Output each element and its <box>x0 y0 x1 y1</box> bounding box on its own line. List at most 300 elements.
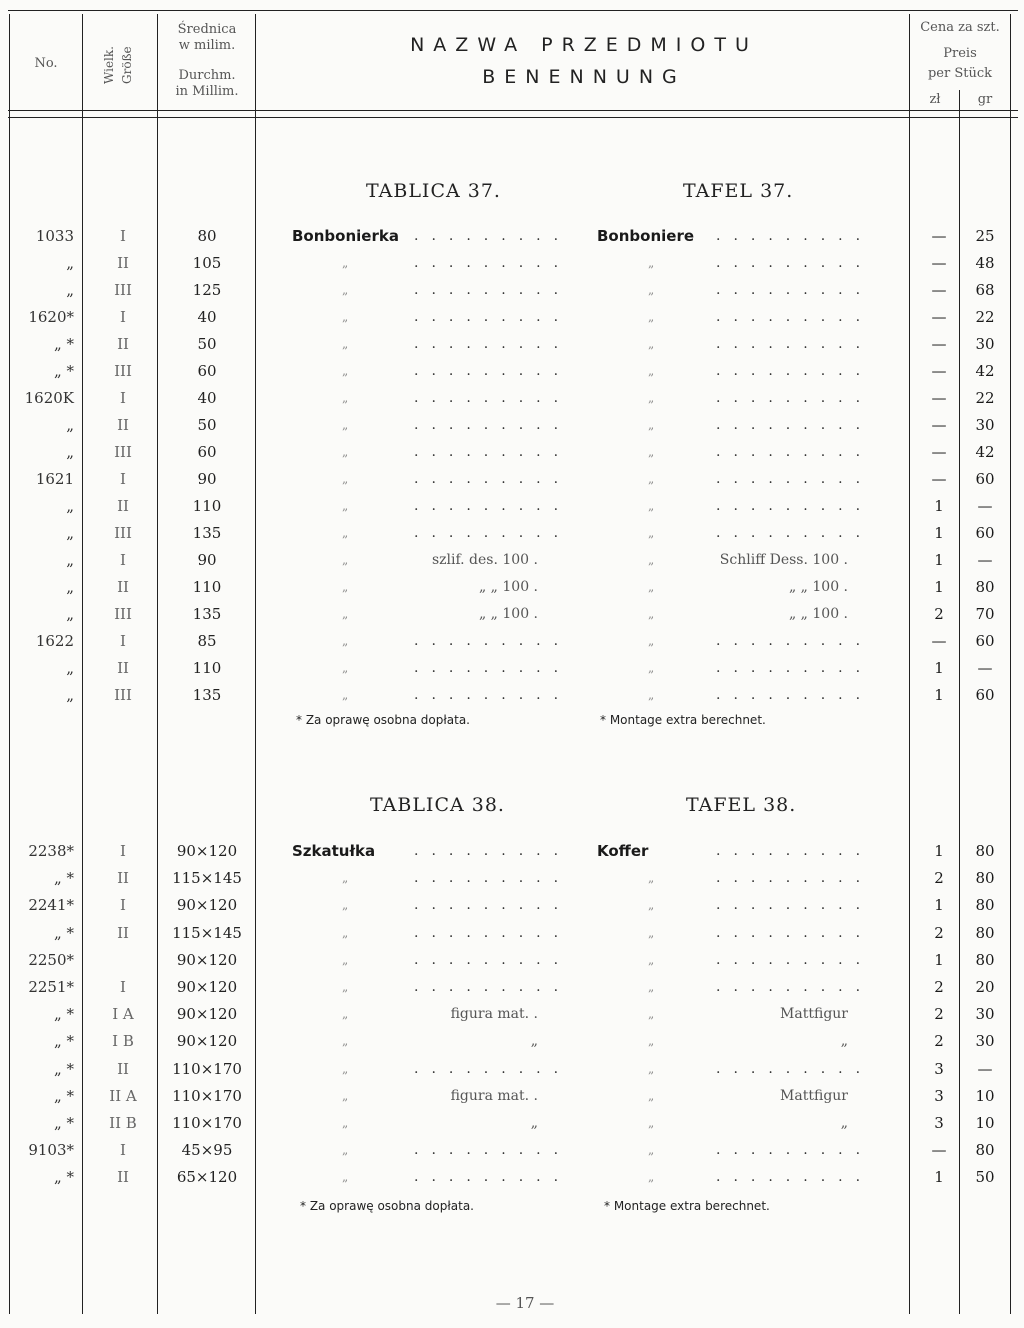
item-variant-de: Mattfigur <box>780 1087 848 1104</box>
item-number: „ <box>66 605 74 623</box>
ditto-mark: „ <box>648 898 655 913</box>
table-row <box>0 415 1024 442</box>
item-diameter: 90 <box>197 551 217 569</box>
ditto-mark: „ <box>342 310 349 324</box>
item-number: „ * <box>53 335 74 353</box>
ditto-mark: „ <box>342 1088 349 1103</box>
price-gr: 80 <box>975 1141 995 1160</box>
item-size: II B <box>109 1114 137 1132</box>
price-zl: — <box>931 632 947 650</box>
ditto-mark: „ <box>342 1061 349 1076</box>
price-zl: 1 <box>934 659 944 677</box>
leader-dots: ......... <box>414 1060 572 1077</box>
leader-dots: ......... <box>716 951 874 968</box>
price-gr: 50 <box>975 1168 995 1187</box>
item-diameter: 40 <box>197 389 217 407</box>
ditto-mark: „ <box>342 898 349 913</box>
item-diameter: 90 <box>197 470 217 488</box>
ditto-mark: „ <box>648 283 655 297</box>
item-size: I <box>120 632 126 650</box>
price-gr: 30 <box>975 335 995 353</box>
price-zl: — <box>931 362 947 380</box>
price-zl: 3 <box>934 1086 944 1105</box>
table-row <box>0 895 1024 922</box>
item-number: „ * <box>53 869 74 888</box>
price-gr: 42 <box>975 362 995 380</box>
item-number: 9103* <box>28 1141 74 1160</box>
ditto-mark: „ <box>648 871 655 886</box>
price-zl: — <box>931 254 947 272</box>
table-row <box>0 334 1024 361</box>
item-diameter: 110×170 <box>172 1059 242 1078</box>
item-name-pl: Szkatułka <box>292 842 376 860</box>
leader-dots: ......... <box>716 417 874 433</box>
item-number: 2250* <box>28 950 74 969</box>
ditto-mark: „ <box>648 634 655 648</box>
ditto-mark: „ <box>648 952 655 967</box>
leader-dots: ......... <box>414 951 572 968</box>
header-diam-de-2: in Millim. <box>175 84 239 99</box>
price-gr: 10 <box>975 1086 995 1105</box>
ditto-mark: „ <box>342 553 349 567</box>
leader-dots: ......... <box>716 228 874 244</box>
leader-dots: ......... <box>414 924 572 941</box>
ditto-mark: „ <box>648 391 655 405</box>
table-row <box>0 253 1024 280</box>
leader-dots: ......... <box>716 870 874 887</box>
ditto-mark: „ <box>342 634 349 648</box>
leader-dots: ......... <box>414 897 572 914</box>
item-diameter: 90×120 <box>176 1032 238 1051</box>
price-zl: — <box>931 281 947 299</box>
table-row <box>0 631 1024 658</box>
table-row <box>0 442 1024 469</box>
ditto-mark: „ <box>648 1143 655 1158</box>
price-gr: 60 <box>975 632 995 650</box>
ditto-mark: „ <box>342 1007 349 1022</box>
ditto-mark: „ <box>342 391 349 405</box>
leader-dots: ......... <box>414 687 572 703</box>
item-variant-de: Schliff Dess. 100 . <box>719 552 848 568</box>
ditto-mark: „ <box>342 1170 349 1185</box>
item-number: 2241* <box>28 896 74 915</box>
item-diameter: 60 <box>197 362 217 380</box>
header-price-de-2: per Stück <box>927 66 993 81</box>
header-price-pl: Cena za szt. <box>920 20 1000 35</box>
price-gr: — <box>977 551 993 569</box>
table-row <box>0 361 1024 388</box>
item-number: „ * <box>53 1005 74 1024</box>
price-gr: 80 <box>975 869 995 888</box>
price-zl: 1 <box>934 950 944 969</box>
item-size: I <box>120 842 126 860</box>
item-variant-de: „ <box>840 1115 848 1131</box>
item-number: 1620* <box>28 308 74 326</box>
item-diameter: 110×170 <box>172 1086 242 1105</box>
leader-dots: ......... <box>716 390 874 406</box>
price-zl: — <box>931 416 947 434</box>
table-38-note-de: * Montage extra berechnet. <box>604 1199 770 1213</box>
price-zl: — <box>931 335 947 353</box>
price-gr: 25 <box>975 227 995 245</box>
item-size: I A <box>112 1005 134 1024</box>
price-gr: 80 <box>975 842 995 860</box>
ditto-mark: „ <box>648 1034 655 1049</box>
item-size: I <box>120 308 126 326</box>
price-gr: — <box>977 1059 993 1078</box>
table-row <box>0 1004 1024 1031</box>
leader-dots: ......... <box>716 444 874 460</box>
leader-dots: ......... <box>716 255 874 271</box>
ditto-mark: „ <box>648 1061 655 1076</box>
leader-dots: ......... <box>414 525 572 541</box>
item-diameter: 135 <box>192 605 222 623</box>
ditto-mark: „ <box>648 1170 655 1185</box>
price-zl: 1 <box>934 1168 944 1187</box>
ditto-mark: „ <box>342 688 349 702</box>
leader-dots: ......... <box>716 471 874 487</box>
table-row <box>0 1059 1024 1086</box>
item-number: „ * <box>53 1032 74 1051</box>
ditto-mark: „ <box>648 310 655 324</box>
ditto-mark: „ <box>342 418 349 432</box>
ditto-mark: „ <box>648 925 655 940</box>
price-gr: — <box>977 497 993 515</box>
ditto-mark: „ <box>342 337 349 351</box>
table-row <box>0 550 1024 577</box>
item-size: I <box>120 389 126 407</box>
price-zl: 1 <box>934 686 944 704</box>
price-gr: 60 <box>975 470 995 488</box>
leader-dots: ......... <box>716 633 874 649</box>
ditto-mark: „ <box>342 472 349 486</box>
leader-dots: ......... <box>716 687 874 703</box>
item-diameter: 105 <box>192 254 222 272</box>
ditto-mark: „ <box>648 256 655 270</box>
item-diameter: 110 <box>192 578 222 596</box>
header-diam-de-1: Durchm. <box>178 68 236 83</box>
item-number: „ * <box>53 1086 74 1105</box>
table-row <box>0 977 1024 1004</box>
item-diameter: 60 <box>197 443 217 461</box>
ditto-mark: „ <box>342 1143 349 1158</box>
price-zl: — <box>931 443 947 461</box>
table-37-title-de: TAFEL 37. <box>683 180 794 202</box>
price-zl: — <box>931 389 947 407</box>
ditto-mark: „ <box>648 980 655 994</box>
item-size: II <box>117 497 129 515</box>
price-zl: 2 <box>934 1005 944 1024</box>
item-number: 1620K <box>24 389 74 407</box>
price-gr: 60 <box>975 524 995 542</box>
item-diameter: 65×120 <box>176 1168 238 1187</box>
item-diameter: 135 <box>192 686 222 704</box>
item-variant-pl: figura mat. . <box>450 1087 538 1104</box>
table-row <box>0 1031 1024 1058</box>
item-number: 2251* <box>28 978 74 996</box>
price-zl: — <box>931 308 947 326</box>
item-size: III <box>114 524 132 542</box>
ditto-mark: „ <box>648 445 655 459</box>
leader-dots: ......... <box>414 363 572 379</box>
table-row <box>0 1167 1024 1194</box>
item-size: III <box>114 686 132 704</box>
leader-dots: ......... <box>414 444 572 460</box>
price-zl: 1 <box>934 578 944 596</box>
ditto-mark: „ <box>342 925 349 940</box>
item-size: I B <box>112 1032 134 1051</box>
item-diameter: 110 <box>192 659 222 677</box>
table-37-note-de: * Montage extra berechnet. <box>600 713 766 727</box>
ditto-mark: „ <box>342 283 349 297</box>
item-size: II A <box>109 1086 137 1105</box>
price-zl: — <box>931 1141 947 1160</box>
price-zl: — <box>931 227 947 245</box>
item-number: 2238* <box>28 842 74 860</box>
item-diameter: 40 <box>197 308 217 326</box>
leader-dots: ......... <box>716 1060 874 1077</box>
price-zl: 2 <box>934 605 944 623</box>
leader-dots: ......... <box>414 228 572 244</box>
ditto-mark: „ <box>648 1088 655 1103</box>
leader-dots: ......... <box>716 498 874 514</box>
ditto-mark: „ <box>648 607 655 621</box>
item-name-de: Bonboniere <box>597 227 695 245</box>
price-zl: 1 <box>934 497 944 515</box>
leader-dots: ......... <box>716 525 874 541</box>
leader-dots: ......... <box>716 843 874 859</box>
header-title-de: BENENNUNG <box>482 66 686 88</box>
ditto-mark: „ <box>648 688 655 702</box>
item-name-de: Koffer <box>597 842 649 860</box>
item-variant-de: „ „ 100 . <box>788 606 848 622</box>
leader-dots: ......... <box>414 390 572 406</box>
table-row <box>0 388 1024 415</box>
leader-dots: ......... <box>716 979 874 995</box>
table-37-title-pl: TABLICA 37. <box>366 180 501 202</box>
price-gr: 22 <box>975 389 995 407</box>
table-row <box>0 685 1024 712</box>
ditto-mark: „ <box>648 364 655 378</box>
item-size: II <box>117 254 129 272</box>
item-size: II <box>117 1059 129 1078</box>
table-row <box>0 950 1024 977</box>
leader-dots: ......... <box>414 1142 572 1159</box>
item-number: „ <box>66 416 74 434</box>
leader-dots: ......... <box>716 660 874 676</box>
item-size: II <box>117 869 129 888</box>
ditto-mark: „ <box>342 445 349 459</box>
price-zl: 1 <box>934 524 944 542</box>
ditto-mark: „ <box>342 526 349 540</box>
ditto-mark: „ <box>648 526 655 540</box>
item-size: II <box>117 923 129 942</box>
ditto-mark: „ <box>342 499 349 513</box>
ditto-mark: „ <box>342 871 349 886</box>
item-number: „ <box>66 686 74 704</box>
item-number: „ * <box>53 362 74 380</box>
item-size: I <box>120 470 126 488</box>
price-gr: 80 <box>975 923 995 942</box>
ditto-mark: „ <box>342 1116 349 1130</box>
leader-dots: ......... <box>414 471 572 487</box>
item-number: „ <box>66 659 74 677</box>
price-zl: 3 <box>934 1059 944 1078</box>
item-size: II <box>117 1168 129 1187</box>
page-number: — 17 — <box>495 1294 555 1312</box>
ditto-mark: „ <box>342 580 349 594</box>
ditto-mark: „ <box>648 418 655 432</box>
price-zl: 2 <box>934 923 944 942</box>
item-number: „ <box>66 551 74 569</box>
item-diameter: 125 <box>192 281 222 299</box>
price-gr: 80 <box>975 896 995 915</box>
item-variant-de: „ „ 100 . <box>788 579 848 595</box>
table-row <box>0 469 1024 496</box>
price-gr: 30 <box>975 1032 995 1051</box>
header-diam-pl-1: Średnica <box>177 22 237 37</box>
item-size: III <box>114 443 132 461</box>
ditto-mark: „ <box>648 337 655 351</box>
item-name-pl: Bonbonierka <box>292 227 399 245</box>
leader-dots: ......... <box>414 633 572 649</box>
table-row <box>0 523 1024 550</box>
price-zl: 2 <box>934 1032 944 1051</box>
item-size: II <box>117 578 129 596</box>
ditto-mark: „ <box>648 1116 655 1130</box>
item-size: III <box>114 281 132 299</box>
price-zl: 2 <box>934 978 944 996</box>
table-row <box>0 923 1024 950</box>
item-variant-de: Mattfigur <box>780 1006 848 1023</box>
leader-dots: ......... <box>716 1142 874 1159</box>
table-row <box>0 868 1024 895</box>
leader-dots: ......... <box>414 417 572 433</box>
item-number: „ <box>66 443 74 461</box>
item-size: I <box>120 896 126 915</box>
table-row <box>0 658 1024 685</box>
item-diameter: 135 <box>192 524 222 542</box>
price-zl: 2 <box>934 869 944 888</box>
header-no: No. <box>34 56 58 71</box>
price-zl: 1 <box>934 842 944 860</box>
price-zl: 1 <box>934 896 944 915</box>
item-size: III <box>114 362 132 380</box>
leader-dots: ......... <box>716 336 874 352</box>
item-variant-pl: „ „ 100 . <box>478 579 538 595</box>
ditto-mark: „ <box>342 1034 349 1049</box>
ditto-mark: „ <box>648 580 655 594</box>
price-gr: 22 <box>975 308 995 326</box>
ditto-mark: „ <box>342 256 349 270</box>
ditto-mark: „ <box>342 364 349 378</box>
table-row <box>0 1113 1024 1140</box>
item-diameter: 110 <box>192 497 222 515</box>
header-diam-pl-2: w milim. <box>178 38 236 53</box>
item-size: III <box>114 605 132 623</box>
item-number: „ <box>66 497 74 515</box>
leader-dots: ......... <box>716 924 874 941</box>
leader-dots: ......... <box>716 309 874 325</box>
item-size: I <box>120 1141 126 1160</box>
item-diameter: 85 <box>197 632 217 650</box>
table-38-title-pl: TABLICA 38. <box>370 794 505 816</box>
table-row <box>0 226 1024 253</box>
table-row <box>0 577 1024 604</box>
header-title-pl: NAZWA PRZEDMIOTU <box>410 34 758 56</box>
table-row <box>0 841 1024 868</box>
item-diameter: 90×120 <box>176 950 238 969</box>
table-38-title-de: TAFEL 38. <box>686 794 797 816</box>
item-number: „ * <box>53 1114 74 1132</box>
item-variant-de: „ <box>840 1033 848 1050</box>
item-diameter: 50 <box>197 416 217 434</box>
ditto-mark: „ <box>342 980 349 994</box>
price-gr: 70 <box>975 605 995 623</box>
leader-dots: ......... <box>716 1169 874 1186</box>
header-size-de: Größe <box>120 46 134 84</box>
leader-dots: ......... <box>414 255 572 271</box>
item-variant-pl: „ <box>530 1033 538 1050</box>
item-number: 1622 <box>35 632 74 650</box>
header-size-pl: Wielk. <box>102 46 116 84</box>
price-gr: 80 <box>975 950 995 969</box>
leader-dots: ......... <box>414 309 572 325</box>
price-zl: 1 <box>934 551 944 569</box>
price-gr: 30 <box>975 416 995 434</box>
price-gr: — <box>977 659 993 677</box>
ditto-mark: „ <box>342 607 349 621</box>
ditto-mark: „ <box>342 952 349 967</box>
item-diameter: 90×120 <box>176 1005 238 1024</box>
price-zl: — <box>931 470 947 488</box>
leader-dots: ......... <box>716 363 874 379</box>
leader-dots: ......... <box>414 282 572 298</box>
price-gr: 10 <box>975 1114 995 1132</box>
item-diameter: 80 <box>197 227 217 245</box>
item-diameter: 50 <box>197 335 217 353</box>
item-size: II <box>117 335 129 353</box>
item-diameter: 90×120 <box>176 896 238 915</box>
table-row <box>0 280 1024 307</box>
item-number: „ * <box>53 923 74 942</box>
leader-dots: ......... <box>414 336 572 352</box>
leader-dots: ......... <box>414 870 572 887</box>
item-number: „ * <box>53 1168 74 1187</box>
header-price-de-1: Preis <box>943 46 977 61</box>
table-row <box>0 307 1024 334</box>
table-row <box>0 1140 1024 1167</box>
leader-dots: ......... <box>414 498 572 514</box>
top-rule <box>8 10 1018 11</box>
table-37-note-pl: * Za oprawę osobna dopłata. <box>296 713 470 727</box>
item-variant-pl: „ „ 100 . <box>478 606 538 622</box>
item-number: 1033 <box>35 227 74 245</box>
item-number: „ <box>66 524 74 542</box>
ditto-mark: „ <box>648 499 655 513</box>
price-gr: 30 <box>975 1005 995 1024</box>
table-38-note-pl: * Za oprawę osobna dopłata. <box>300 1199 474 1213</box>
table-row <box>0 496 1024 523</box>
ditto-mark: „ <box>648 553 655 567</box>
leader-dots: ......... <box>716 282 874 298</box>
item-diameter: 110×170 <box>172 1114 242 1132</box>
header-price-zl: zł <box>929 92 941 107</box>
leader-dots: ......... <box>414 660 572 676</box>
item-diameter: 90×120 <box>176 978 238 996</box>
price-gr: 48 <box>975 254 995 272</box>
item-size: I <box>120 978 126 996</box>
